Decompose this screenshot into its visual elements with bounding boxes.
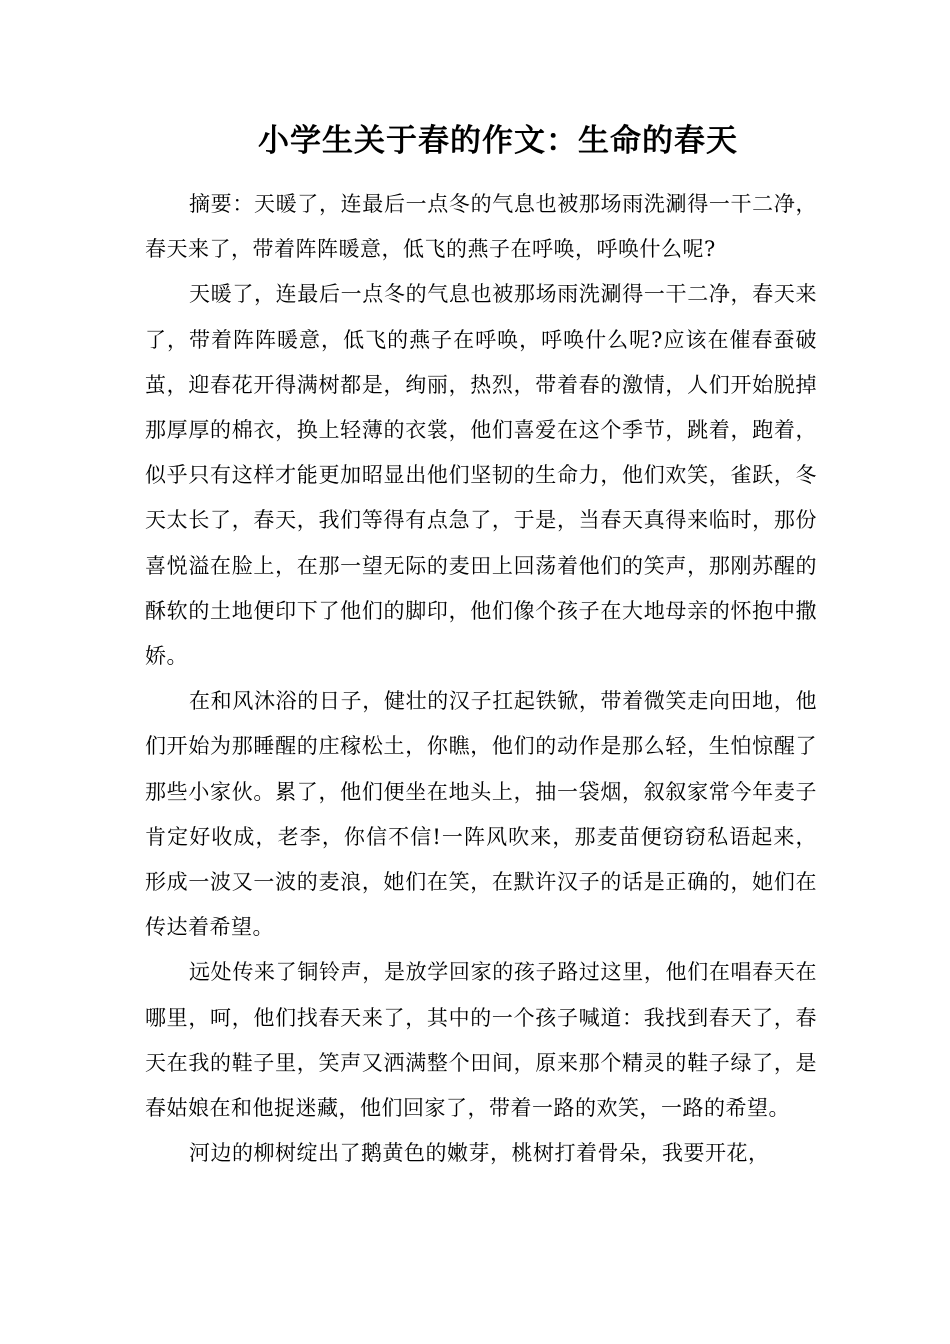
document-body (145, 182, 817, 1176)
body-paragraph: 在和风沐浴的日子，健壮的汉子扛起铁锨，带着微笑走向田地，他们开始为那睡醒的庄稼松土，你瞧，他们的动作是那么轻，生怕惊醒了那些小家伙。累了，他们便坐在地头上，抽一袋烟，叙叙家常今年麦子肯定好收成，老李，你信不信!一阵风吹来，那麦苗便窃窃私语起来，形成一波又一波的麦浪，她们在笑，在默许汉子的话是正确的，她们在传达着希望。 (145, 689, 817, 940)
body-paragraph: 河边的柳树绽出了鹅黄色的嫩芽，桃树打着骨朵，我要开花， (189, 1141, 770, 1166)
summary-paragraph: 摘要：天暖了，连最后一点冬的气息也被那场雨洗涮得一干二净，春天来了，带着阵阵暖意，低飞的燕子在呼唤，呼唤什么呢? (145, 192, 817, 262)
body-paragraph: 远处传来了铜铃声，是放学回家的孩子路过这里，他们在唱春天在哪里，呵，他们找春天来了，其中的一个孩子喊道：我找到春天了，春天在我的鞋子里，笑声又洒满整个田间，原来那个精灵的鞋子绿了，是春姑娘在和他捉迷藏，他们回家了，带着一路的欢笑，一路的希望。 (145, 960, 817, 1121)
body-paragraph: 天暖了，连最后一点冬的气息也被那场雨洗涮得一干二净，春天来了，带着阵阵暖意，低飞的燕子在呼唤，呼唤什么呢?应该在催春蚕破茧，迎春花开得满树都是，绚丽，热烈，带着春的激情，人们开始脱掉那厚厚的棉衣，换上轻薄的衣裳，他们喜爱在这个季节，跳着，跑着，似乎只有这样才能更加昭显出他们坚韧的生命力，他们欢笑，雀跃，冬天太长了，春天，我们等得有点急了，于是，当春天真得来临时，那份喜悦溢在脸上，在那一望无际的麦田上回荡着他们的笑声，那刚苏醒的酥软的土地便印下了他们的脚印，他们像个孩子在大地母亲的怀抱中撒娇。 (145, 282, 817, 669)
document-title: 小学生关于春的作文：生命的春天 (258, 123, 738, 159)
